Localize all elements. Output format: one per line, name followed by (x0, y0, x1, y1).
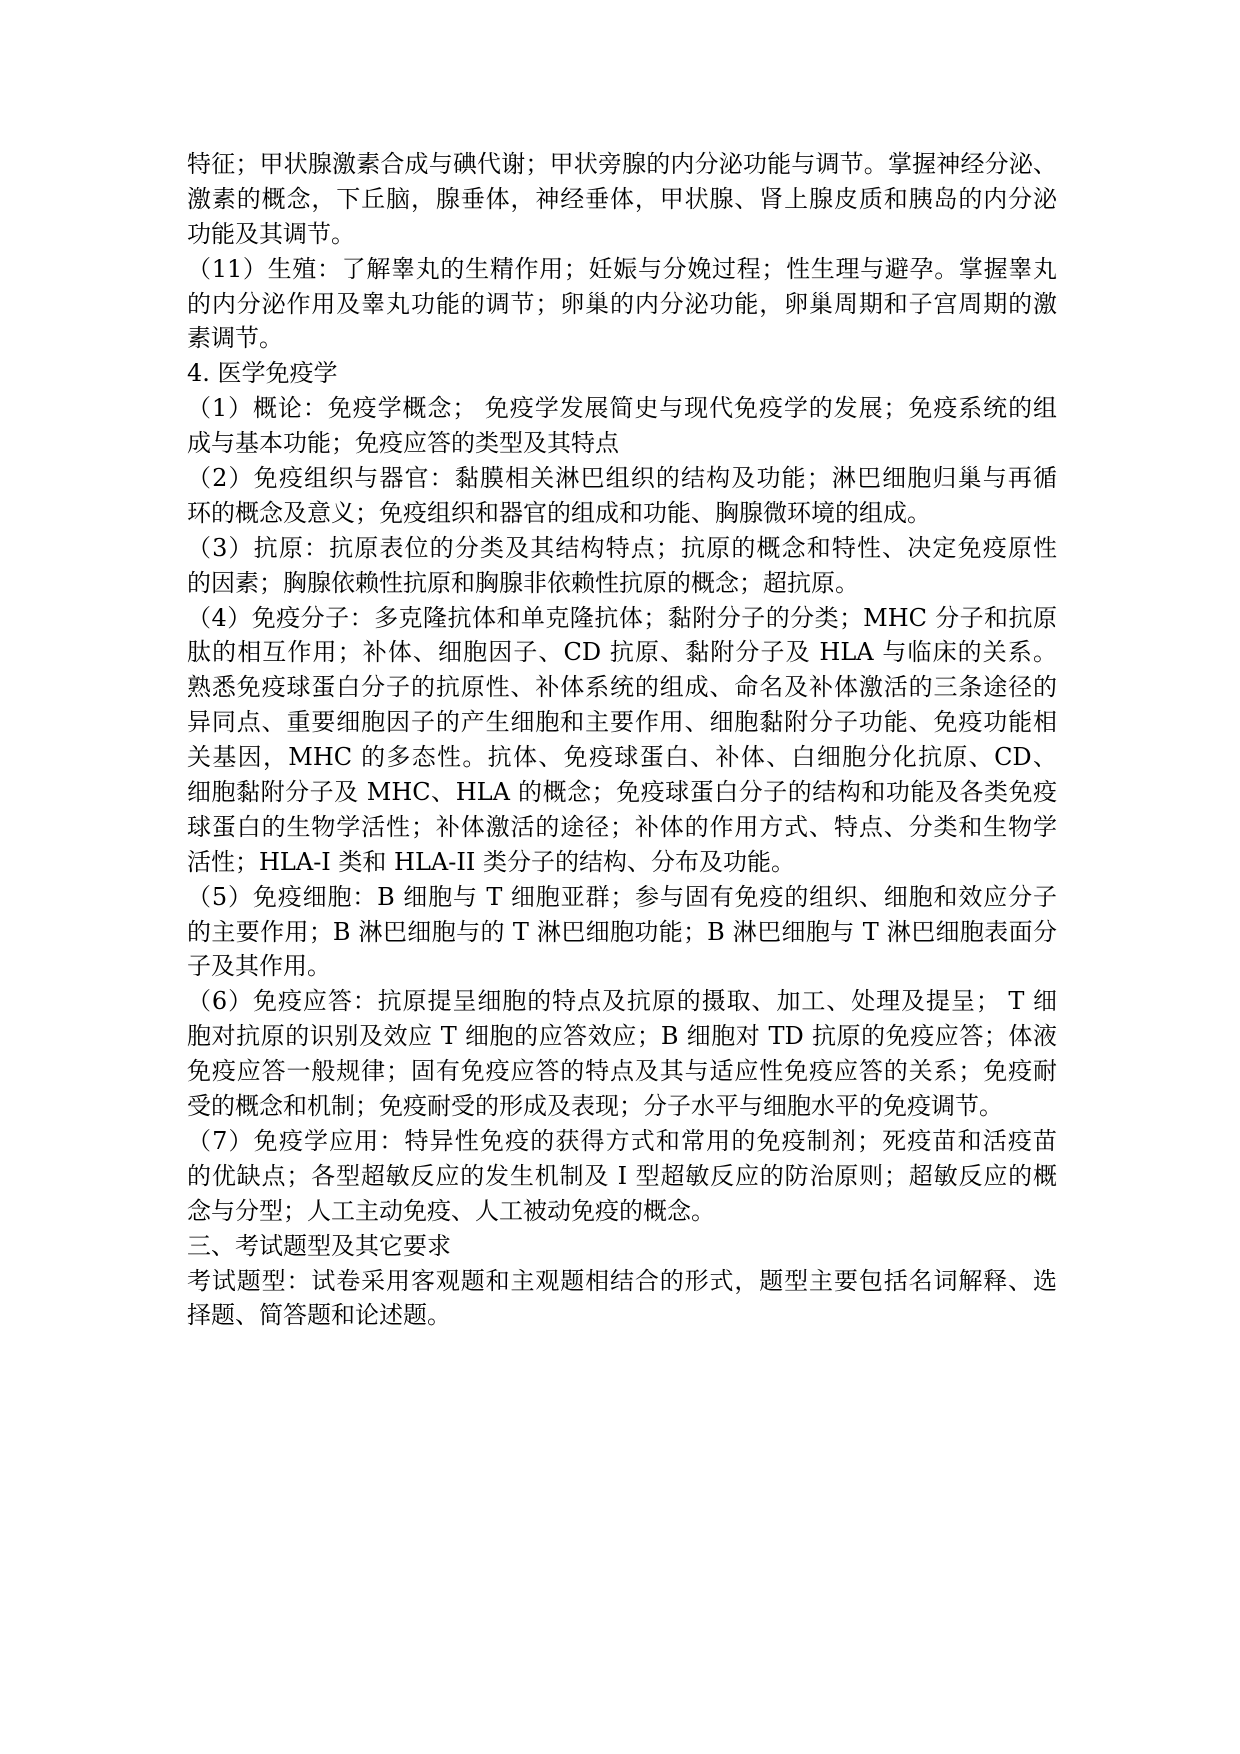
text-line: 细胞黏附分子及 MHC、HLA 的概念；免疫球蛋白分子的结构和功能及各类免疫 (187, 778, 1057, 807)
document-body (187, 147, 1057, 1333)
text-line: 熟悉免疫球蛋白分子的抗原性、补体系统的组成、命名及补体激活的三条途径的 (187, 673, 1057, 702)
text-line: 关基因，MHC 的多态性。抗体、免疫球蛋白、补体、白细胞分化抗原、CD、 (187, 743, 1057, 772)
text-line: 异同点、重要细胞因子的产生细胞和主要作用、细胞黏附分子功能、免疫功能相 (187, 708, 1057, 737)
text-line: （1）概论：免疫学概念； 免疫学发展简史与现代免疫学的发展；免疫系统的组 (187, 394, 1057, 423)
text-line: （5）免疫细胞：B 细胞与 T 细胞亚群；参与固有免疫的组织、细胞和效应分子 (187, 882, 1057, 911)
section-heading: 4. 医学免疫学 (187, 359, 338, 388)
text-line: （3）抗原：抗原表位的分类及其结构特点；抗原的概念和特性、决定免疫原性 (187, 533, 1057, 562)
text-line: 子及其作用。 (187, 952, 331, 981)
text-line: （4）免疫分子：多克隆抗体和单克隆抗体；黏附分子的分类；MHC 分子和抗原 (187, 603, 1057, 632)
text-line: 素调节。 (187, 324, 283, 353)
text-line: 肽的相互作用；补体、细胞因子、CD 抗原、黏附分子及 HLA 与临床的关系。 (187, 638, 1057, 667)
text-line: 成与基本功能；免疫应答的类型及其特点 (187, 429, 619, 458)
section-heading: 三、考试题型及其它要求 (187, 1231, 451, 1260)
text-line: 的因素；胸腺依赖性抗原和胸腺非依赖性抗原的概念；超抗原。 (187, 568, 859, 597)
text-line: 择题、简答题和论述题。 (187, 1301, 451, 1330)
text-line: 念与分型；人工主动免疫、人工被动免疫的概念。 (187, 1196, 715, 1225)
text-line: 球蛋白的生物学活性；补体激活的途径；补体的作用方式、特点、分类和生物学 (187, 812, 1057, 841)
text-line: 考试题型：试卷采用客观题和主观题相结合的形式，题型主要包括名词解释、选 (187, 1266, 1057, 1295)
text-line: 环的概念及意义；免疫组织和器官的组成和功能、胸腺微环境的组成。 (187, 498, 931, 527)
text-line: （11）生殖：了解睾丸的生精作用；妊娠与分娩过程；性生理与避孕。掌握睾丸 (187, 254, 1057, 283)
text-line: 受的概念和机制；免疫耐受的形成及表现；分子水平与细胞水平的免疫调节。 (187, 1092, 1003, 1121)
text-line: 活性；HLA-I 类和 HLA-II 类分子的结构、分布及功能。 (187, 847, 795, 876)
text-line: （7）免疫学应用：特异性免疫的获得方式和常用的免疫制剂；死疫苗和活疫苗 (187, 1126, 1057, 1155)
text-line: 激素的概念，下丘脑，腺垂体，神经垂体，甲状腺、肾上腺皮质和胰岛的内分泌 (187, 184, 1057, 213)
text-line: 的主要作用；B 淋巴细胞与的 T 淋巴细胞功能；B 淋巴细胞与 T 淋巴细胞表面分 (187, 917, 1057, 946)
text-line: 免疫应答一般规律；固有免疫应答的特点及其与适应性免疫应答的关系；免疫耐 (187, 1057, 1057, 1086)
text-line: 功能及其调节。 (187, 219, 355, 248)
text-line: （6）免疫应答：抗原提呈细胞的特点及抗原的摄取、加工、处理及提呈； T 细 (187, 987, 1057, 1016)
text-line: 的内分泌作用及睾丸功能的调节；卵巢的内分泌功能，卵巢周期和子宫周期的激 (187, 289, 1057, 318)
text-line: 胞对抗原的识别及效应 T 细胞的应答效应；B 细胞对 TD 抗原的免疫应答；体液 (187, 1022, 1057, 1051)
text-line: 的优缺点；各型超敏反应的发生机制及 I 型超敏反应的防治原则；超敏反应的概 (187, 1161, 1057, 1190)
text-line: （2）免疫组织与器官：黏膜相关淋巴组织的结构及功能；淋巴细胞归巢与再循 (187, 464, 1057, 493)
text-line: 特征；甲状腺激素合成与碘代谢；甲状旁腺的内分泌功能与调节。掌握神经分泌、 (187, 150, 1057, 178)
